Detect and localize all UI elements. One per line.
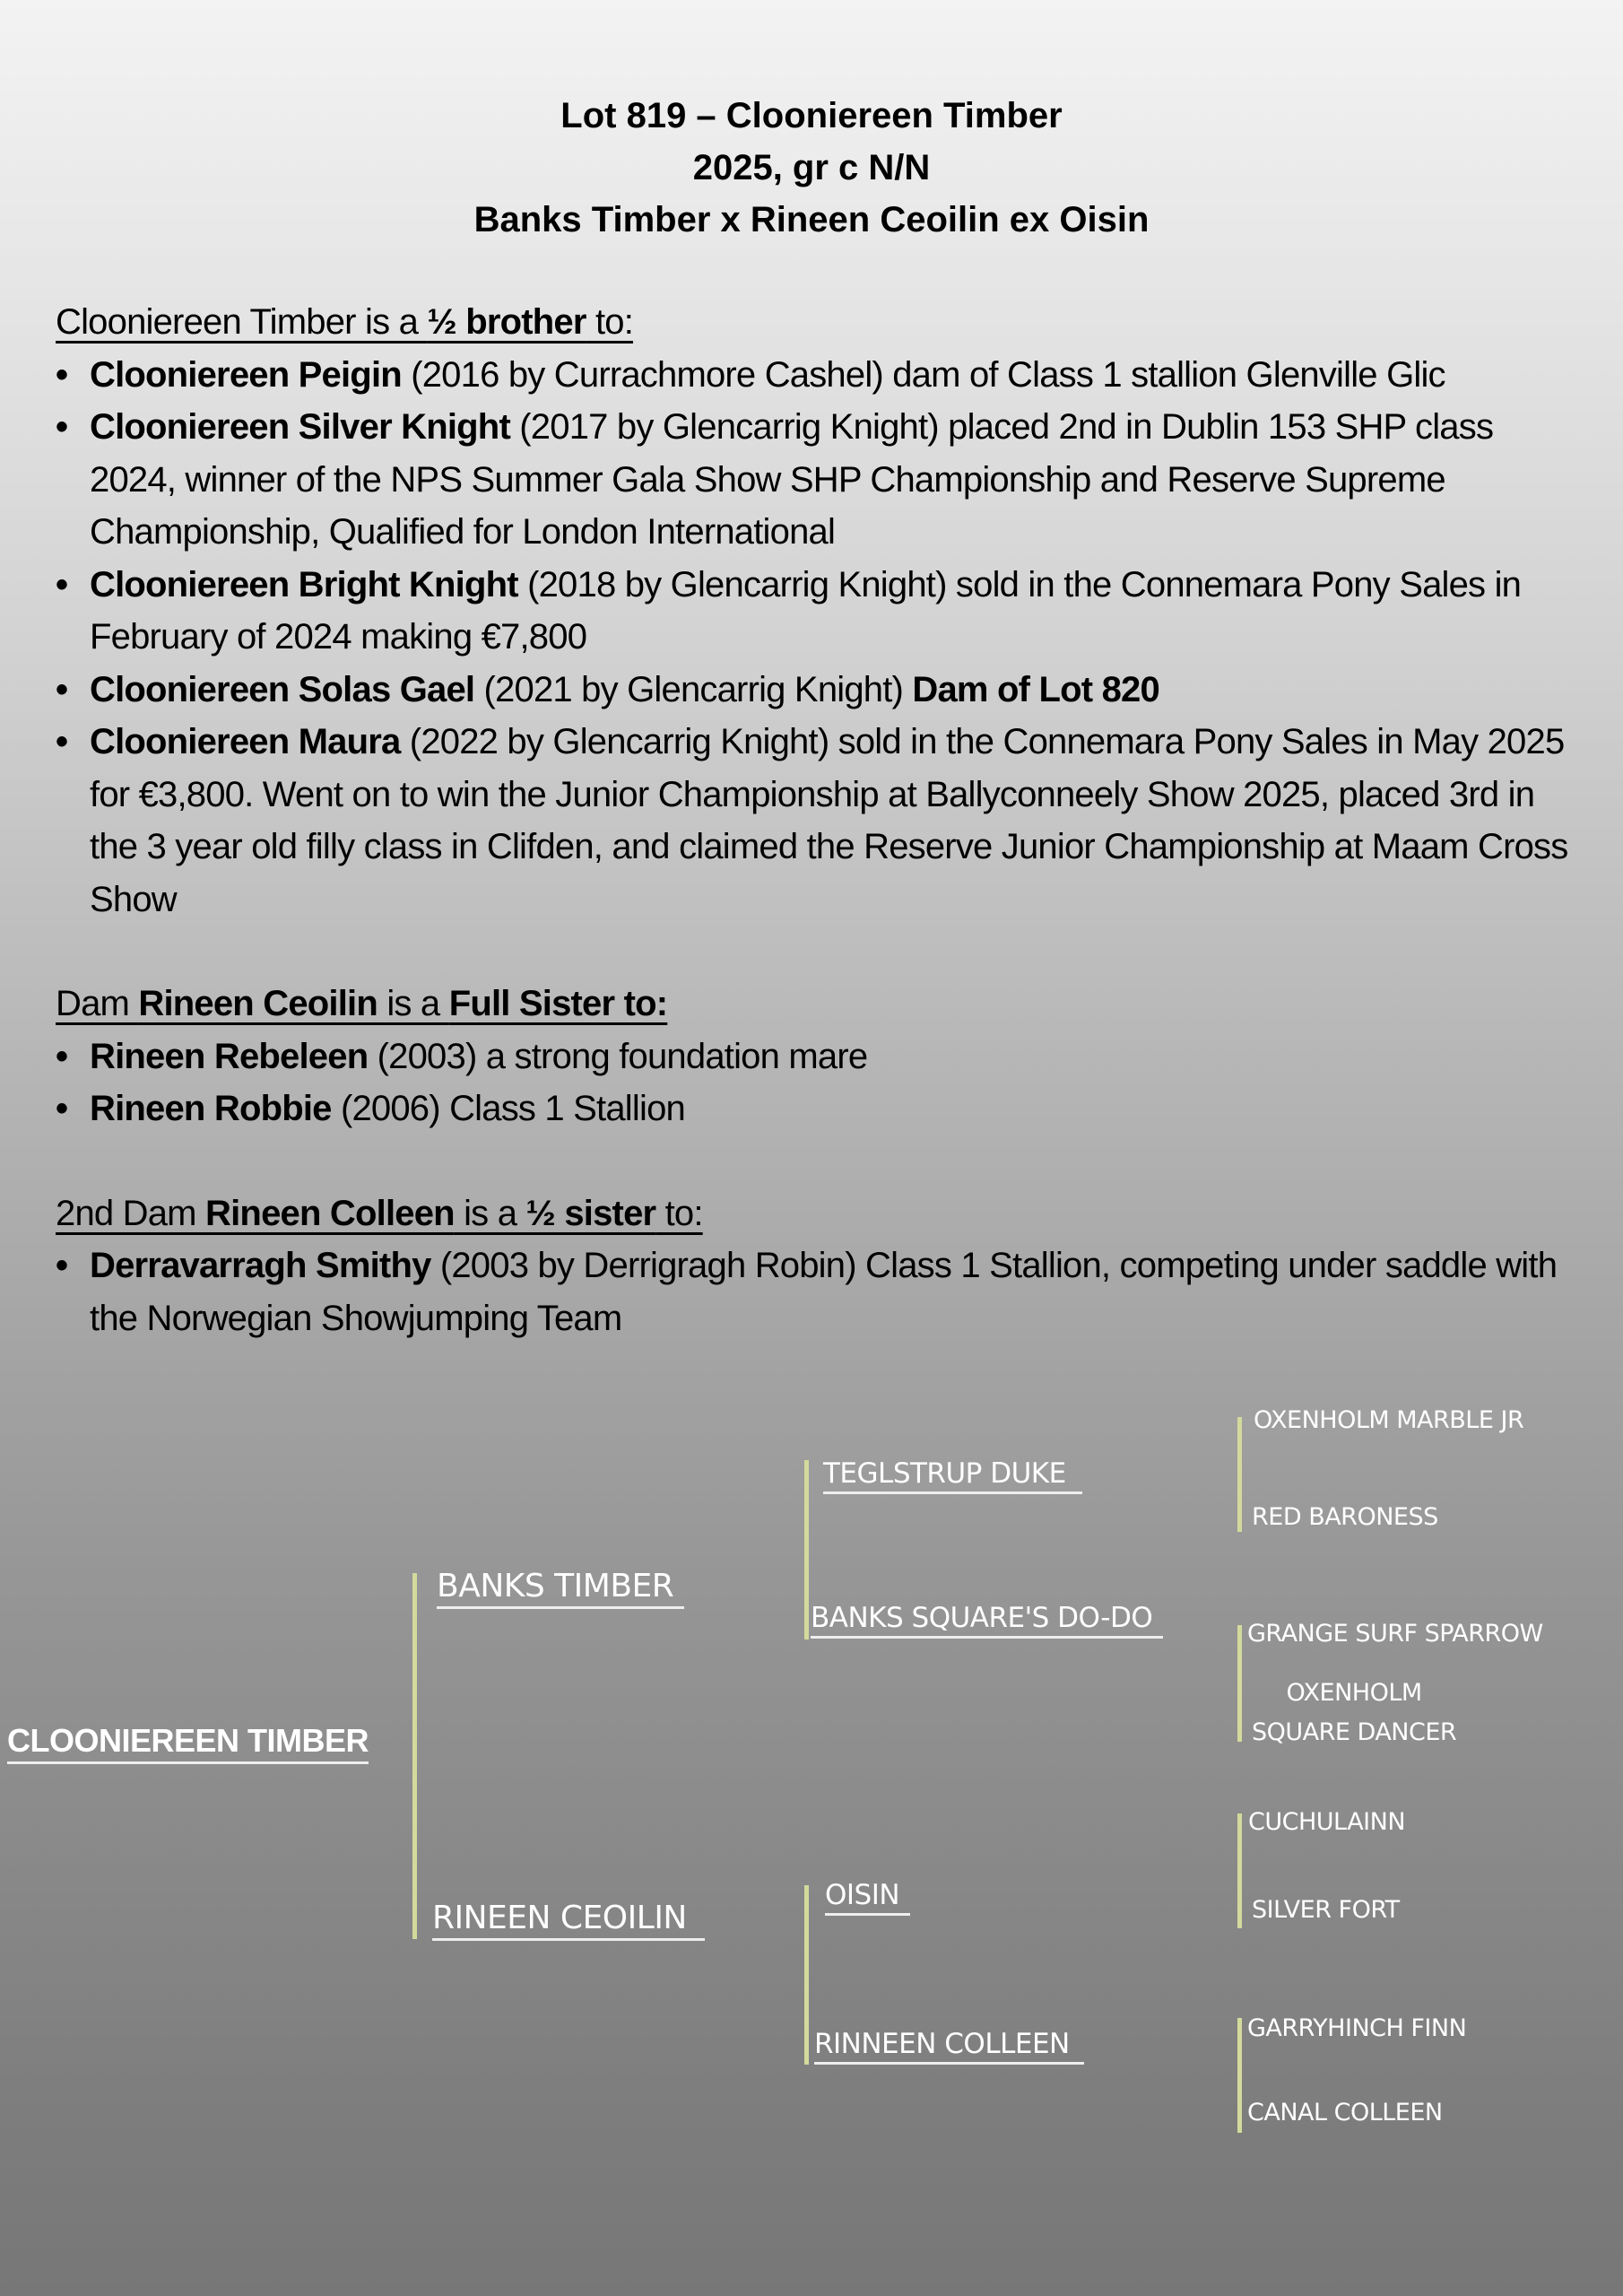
lot-description [56,296,1580,1344]
pedigree-sire-sire-dam: RED BARONESS [1252,1503,1438,1531]
list-item: • Clooniereen Maura (2022 by Glencarrig Knight) sold in the Connemara Pony Sales in May 2025 for €3,800. Went on to win the Junior Championship at Ballyconneely Show 2025, placed 3rd in the 3 year old filly class in Clifden, and claimed the Reserve Junior Championship at Maam Cross Show [56,716,1580,926]
list-item: • Clooniereen Peigin (2016 by Currachmore Cashel) dam of Class 1 stallion Glenville Glic [56,349,1580,402]
list-item: • Clooniereen Bright Knight (2018 by Glencarrig Knight) sold in the Connemara Pony Sales in February of 2024 making €7,800 [56,559,1580,664]
pedigree-sire-dam: BANKS SQUARE'S DO-DO [811,1602,1163,1639]
second-dam-siblings-list [56,1239,1580,1344]
pedigree-dam-sire-dam: SILVER FORT [1252,1896,1400,1924]
pedigree-sire-sire-sire: OXENHOLM MARBLE JR [1254,1406,1524,1434]
pedigree-sire-dam-dam: OXENHOLM SQUARE DANCER [1252,1679,1457,1746]
half-siblings-heading: Clooniereen Timber is a ½ brother to: [56,302,634,342]
pedigree-dam-sire: OISIN [825,1879,910,1916]
connector-line [1237,1417,1242,1532]
list-item: • Rineen Robbie (2006) Class 1 Stallion [56,1083,1580,1135]
list-item: • Clooniereen Solas Gael (2021 by Glencarrig Knight) Dam of Lot 820 [56,664,1580,717]
list-item: • Rineen Rebeleen (2003) a strong foundation mare [56,1031,1580,1083]
connector-line [412,1573,417,1939]
dam-heading: Dam Rineen Ceoilin is a Full Sister to: [56,984,668,1023]
pedigree-dam-dam-sire: GARRYHINCH FINN [1247,2014,1467,2042]
pedigree-dam-dam: RINNEEN COLLEEN [814,2028,1084,2065]
connector-line [1237,1625,1242,1742]
lot-header [0,90,1623,246]
half-siblings-list [56,349,1580,926]
pedigree-sire-dam-sire: GRANGE SURF SPARROW [1247,1620,1543,1648]
connector-line [1237,1813,1242,1928]
pedigree-dam-sire-sire: CUCHULAINN [1248,1808,1406,1836]
pedigree-dam: RINEEN CEOILIN [432,1900,705,1941]
lot-details: 2025, gr c N/N [692,148,931,187]
connector-line [804,1460,809,1639]
pedigree-subject: CLOONIEREEN TIMBER [7,1722,369,1764]
list-item: • Clooniereen Silver Knight (2017 by Glencarrig Knight) placed 2nd in Dublin 153 SHP class 2024, winner of the NPS Summer Gala Show SHP Championship and Reserve Supreme Championship, Qualified for London International [56,401,1580,559]
list-item: • Derravarragh Smithy (2003 by Derrigragh Robin) Class 1 Stallion, competing under saddle with the Norwegian Showjumping Team [56,1239,1580,1344]
connector-line [1237,2018,1242,2133]
second-dam-heading: 2nd Dam Rineen Colleen is a ½ sister to: [56,1193,703,1233]
pedigree-sire: BANKS TIMBER [437,1568,684,1609]
pedigree-dam-dam-dam: CANAL COLLEEN [1247,2099,1443,2126]
lot-title: Lot 819 – Clooniereen Timber [560,96,1063,135]
lot-breeding: Banks Timber x Rineen Ceoilin ex Oisin [473,200,1150,239]
connector-line [804,1885,809,2065]
dam-siblings-list [56,1031,1580,1135]
pedigree-sire-sire: TEGLSTRUP DUKE [823,1457,1082,1494]
